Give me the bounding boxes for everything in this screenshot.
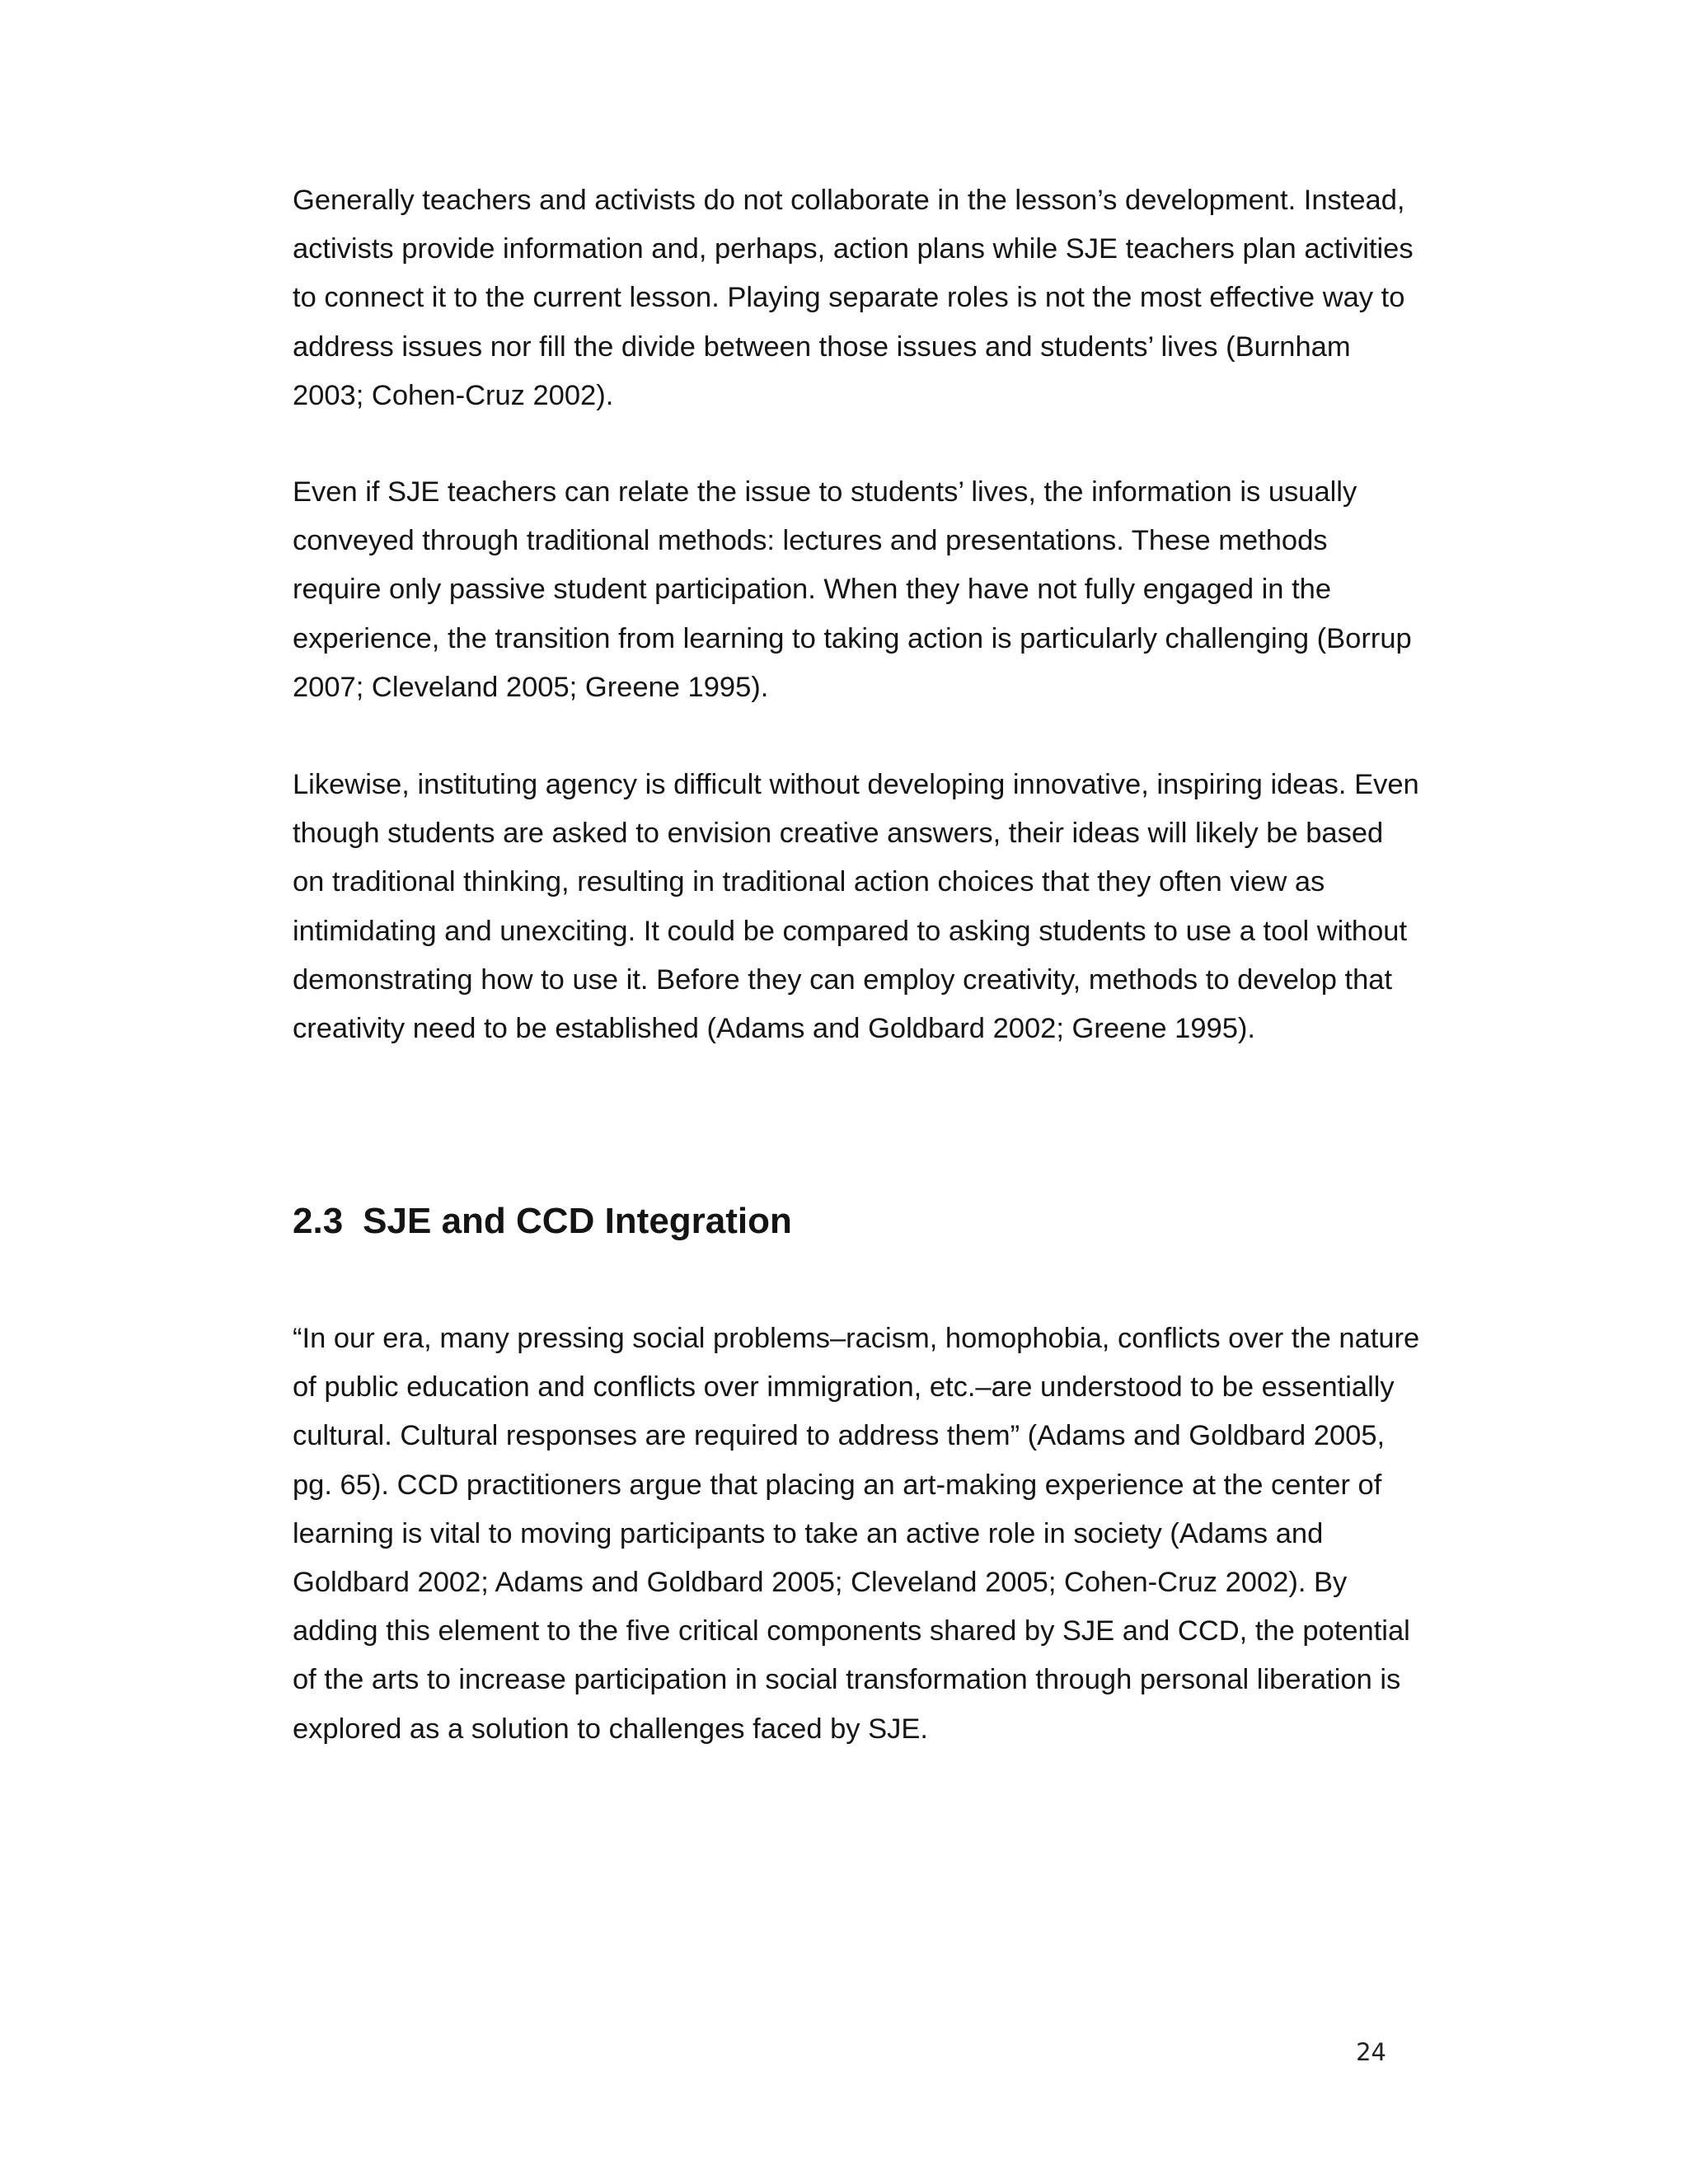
- paragraph-agency: Likewise, instituting agency is difficult without developing innovative, inspiring ideas. Even though students are asked to envision creative answers, their ideas will likely be based on traditional thinking, resulting in traditional action choices that they often view as intimidating and unexciting. It could be compared to asking students to use a tool without demonstrating how to use it. Before they can employ creativity, methods to develop that creativity need to be established (Adams and Goldbard 2002; Greene 1995).: [293, 769, 1419, 1045]
- paragraph-traditional-methods: Even if SJE teachers can relate the issue to students’ lives, the information is usually conveyed through traditional methods: lectures and presentations. These methods require only passive student participation. When they have not fully engaged in the experience, the transition from learning to taking action is particularly challenging (Borrup 2007; Cleveland 2005; Greene 1995).: [293, 476, 1412, 703]
- section-heading: [293, 1197, 792, 1246]
- section-title: SJE and CCD Integration: [363, 1201, 792, 1241]
- paragraph-collaboration: Generally teachers and activists do not collaborate in the lesson’s development. Instead, activists provide information and, perhaps, action plans while SJE teachers plan activities to connect it to the current lesson. Playing separate roles is not the most effective way to address issues nor fill the divide between those issues and students’ lives (Burnham 2003; Cohen-Cruz 2002).: [293, 185, 1414, 411]
- section-number: 2.3: [293, 1201, 344, 1241]
- paragraph-integration-quote: “In our era, many pressing social problems–racism, homophobia, conflicts over the nature of public education and conflicts over immigration, etc.–are understood to be essentially cultural. Cultural responses are required to address them” (Adams and Goldbard 2005, pg. 65). CCD practitioners argue that placing an art-making experience at the center of learning is vital to moving participants to take an active role in society (Adams and Goldbard 2002; Adams and Goldbard 2005; Cleveland 2005; Cohen-Cruz 2002). By adding this element to the five critical components shared by SJE and CCD, the potential of the arts to increase participation in social transformation through personal liberation is explored as a solution to challenges faced by SJE.: [293, 1323, 1420, 1745]
- page-number: 24: [1356, 2038, 1386, 2066]
